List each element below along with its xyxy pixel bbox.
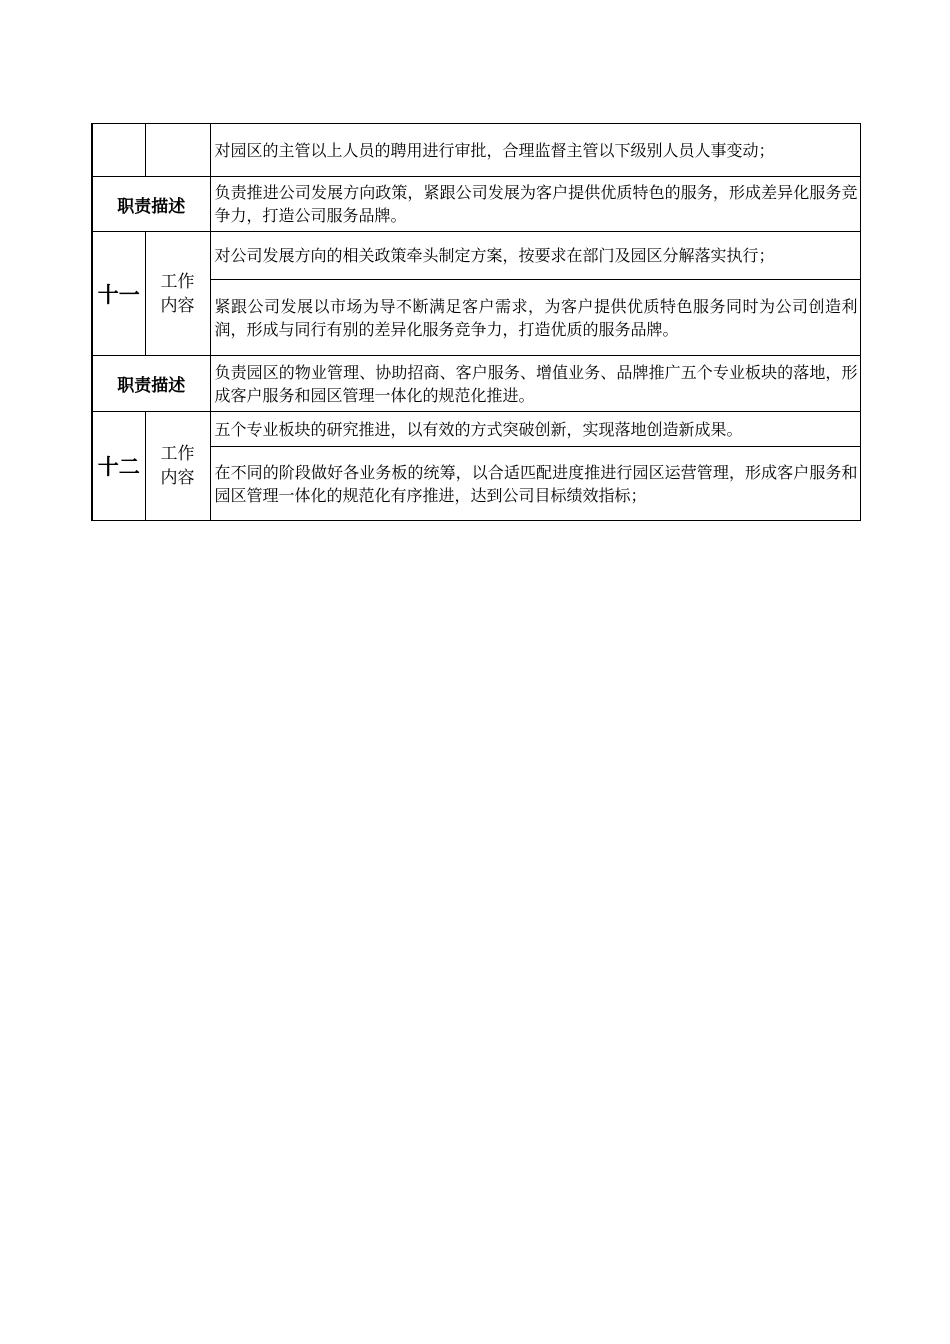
work-content-label-line2: 内容: [160, 468, 195, 488]
work-content-item: 对公司发展方向的相关政策牵头制定方案，按要求在部门及园区分解落实执行；: [210, 232, 860, 280]
duty-description-content: 负责园区的物业管理、协助招商、客户服务、增值业务、品牌推广五个专业板块的落地，形成客户服务和园区管理一体化的规范化推进。: [210, 356, 860, 412]
duty-table: [91, 123, 861, 521]
work-content-label-line1: 工作: [160, 444, 195, 464]
work-content-label-line2: 内容: [160, 295, 195, 316]
empty-number-cell: [92, 124, 145, 177]
section-number: 十二: [92, 412, 145, 521]
table-row: [92, 232, 860, 280]
work-content-item: 在不同的阶段做好各业务板的统筹，以合适匹配进度推进行园区运营管理，形成客户服务和园区管理一体化的规范化有序推进，达到公司目标绩效指标；: [210, 447, 860, 521]
work-content-label: [145, 232, 210, 356]
empty-sub-cell: [145, 124, 210, 177]
work-content-label: [145, 412, 210, 521]
table-row: [92, 124, 860, 177]
duty-description-label: 职责描述: [92, 177, 210, 232]
work-content-label-line1: 工作: [160, 271, 195, 292]
duty-description-label: 职责描述: [92, 356, 210, 412]
table-row: [92, 356, 860, 412]
duty-description-content: 负责推进公司发展方向政策，紧跟公司发展为客户提供优质特色的服务，形成差异化服务竞争力，打造公司服务品牌。: [210, 177, 860, 232]
work-content-item: 紧跟公司发展以市场为导不断满足客户需求，为客户提供优质特色服务同时为公司创造利润，形成与同行有别的差异化服务竞争力，打造优质的服务品牌。: [210, 280, 860, 356]
table-row: [92, 412, 860, 447]
section-number: 十一: [92, 232, 145, 356]
work-content-item: 五个专业板块的研究推进，以有效的方式突破创新，实现落地创造新成果。: [210, 412, 860, 447]
content-cell: 对园区的主管以上人员的聘用进行审批，合理监督主管以下级别人员人事变动；: [210, 124, 860, 177]
table-row: [92, 177, 860, 232]
